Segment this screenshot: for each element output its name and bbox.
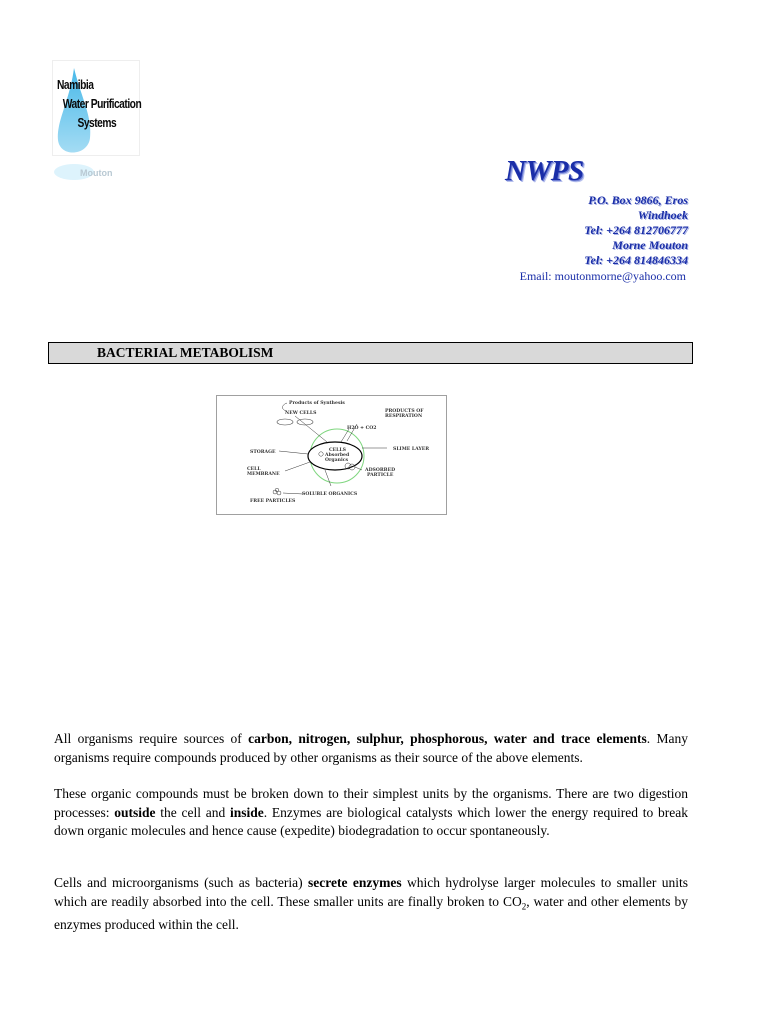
p3-text-a: Cells and microorganisms (such as bacteria) xyxy=(54,875,308,890)
company-brand: NWPS xyxy=(505,155,584,187)
paragraph-3 xyxy=(54,874,688,934)
p1-bold-elements: carbon, nitrogen, sulphur, phosphorous, water and trace elements xyxy=(248,731,647,746)
section-title: BACTERIAL METABOLISM xyxy=(97,345,274,360)
diagram-graphic xyxy=(217,396,446,514)
email-link[interactable]: Email: moutonmorne@yahoo.com xyxy=(519,269,686,283)
label-new-cells: NEW CELLS xyxy=(285,411,317,416)
label-products-respiration-2: RESPIRATION xyxy=(385,414,423,419)
label-cell-membrane-1: CELL xyxy=(247,467,261,472)
label-cells-2: Absorbed xyxy=(325,453,350,458)
section-title-bar xyxy=(48,342,693,364)
logo-wordmark xyxy=(57,76,141,133)
p3-text-d: , water and other elements by enzymes produced within the cell. xyxy=(54,893,688,932)
label-free-particles: FREE PARTICLES xyxy=(250,499,296,504)
p1-text-a: All organisms require sources of xyxy=(54,731,249,746)
label-soluble-organics: SOLUBLE ORGANICS xyxy=(302,492,358,497)
label-products-synthesis: Products of Synthesis xyxy=(289,401,345,406)
p2-text-a: These organic compounds must be broken down to their simplest units by the organisms. There are two digestion processes: xyxy=(54,786,688,820)
p3-text-c: which hydrolyse larger molecules to smaller units which are readily absorbed into the cell. These smaller units are finally broken to CO xyxy=(54,875,688,909)
p2-bold-inside: inside xyxy=(229,804,264,820)
logo-line-1: Namibia xyxy=(57,78,94,92)
logo-subtext: Mouton xyxy=(80,168,113,178)
p2-text-e: . Enzymes are biological catalysts which lower the energy required to break down organic molecules and hence cause (expedite) biodegradation to occur spontaneously. xyxy=(54,804,688,838)
p2-text-c: the cell and xyxy=(155,804,230,820)
contact-block xyxy=(584,193,688,268)
label-slime-layer: SLIME LAYER xyxy=(393,447,430,452)
telephone-1: Tel: +264 812706777 xyxy=(584,223,688,237)
p3-bold-secrete-enzymes: secrete enzymes xyxy=(308,875,402,890)
logo-line-2: Water Purification xyxy=(62,97,142,111)
label-adsorbed-2: PARTICLE xyxy=(367,473,394,478)
address-line-1: P.O. Box 9866, Eros xyxy=(588,193,688,207)
p2-bold-outside: outside xyxy=(114,804,156,820)
logo-line-3: Systems xyxy=(77,116,117,130)
label-cells-1: CELLS xyxy=(329,448,346,453)
contact-name: Morne Mouton xyxy=(612,238,688,252)
label-products-respiration-1: PRODUCTS OF xyxy=(385,409,424,414)
company-logo xyxy=(52,60,142,185)
p3-subscript: 2 xyxy=(521,901,527,912)
label-cell-membrane-2: MEMBRANE xyxy=(247,472,280,477)
label-adsorbed-1: ADSORBED xyxy=(365,468,396,473)
bacterial-metabolism-diagram xyxy=(216,395,447,515)
label-storage: STORAGE xyxy=(250,450,276,455)
address-line-2: Windhoek xyxy=(637,208,688,222)
paragraph-1 xyxy=(54,730,688,767)
label-h2o-co2: H2O + CO2 xyxy=(347,426,377,431)
label-cells-3: Organics xyxy=(325,458,349,463)
p1-text-c: . Many organisms require compounds produced by other organisms as their source of the above elements. xyxy=(54,731,688,765)
new-cell-1 xyxy=(277,419,293,425)
paragraph-2 xyxy=(54,785,688,841)
free-particle-1 xyxy=(273,490,277,494)
telephone-2: Tel: +264 814846334 xyxy=(584,253,688,267)
